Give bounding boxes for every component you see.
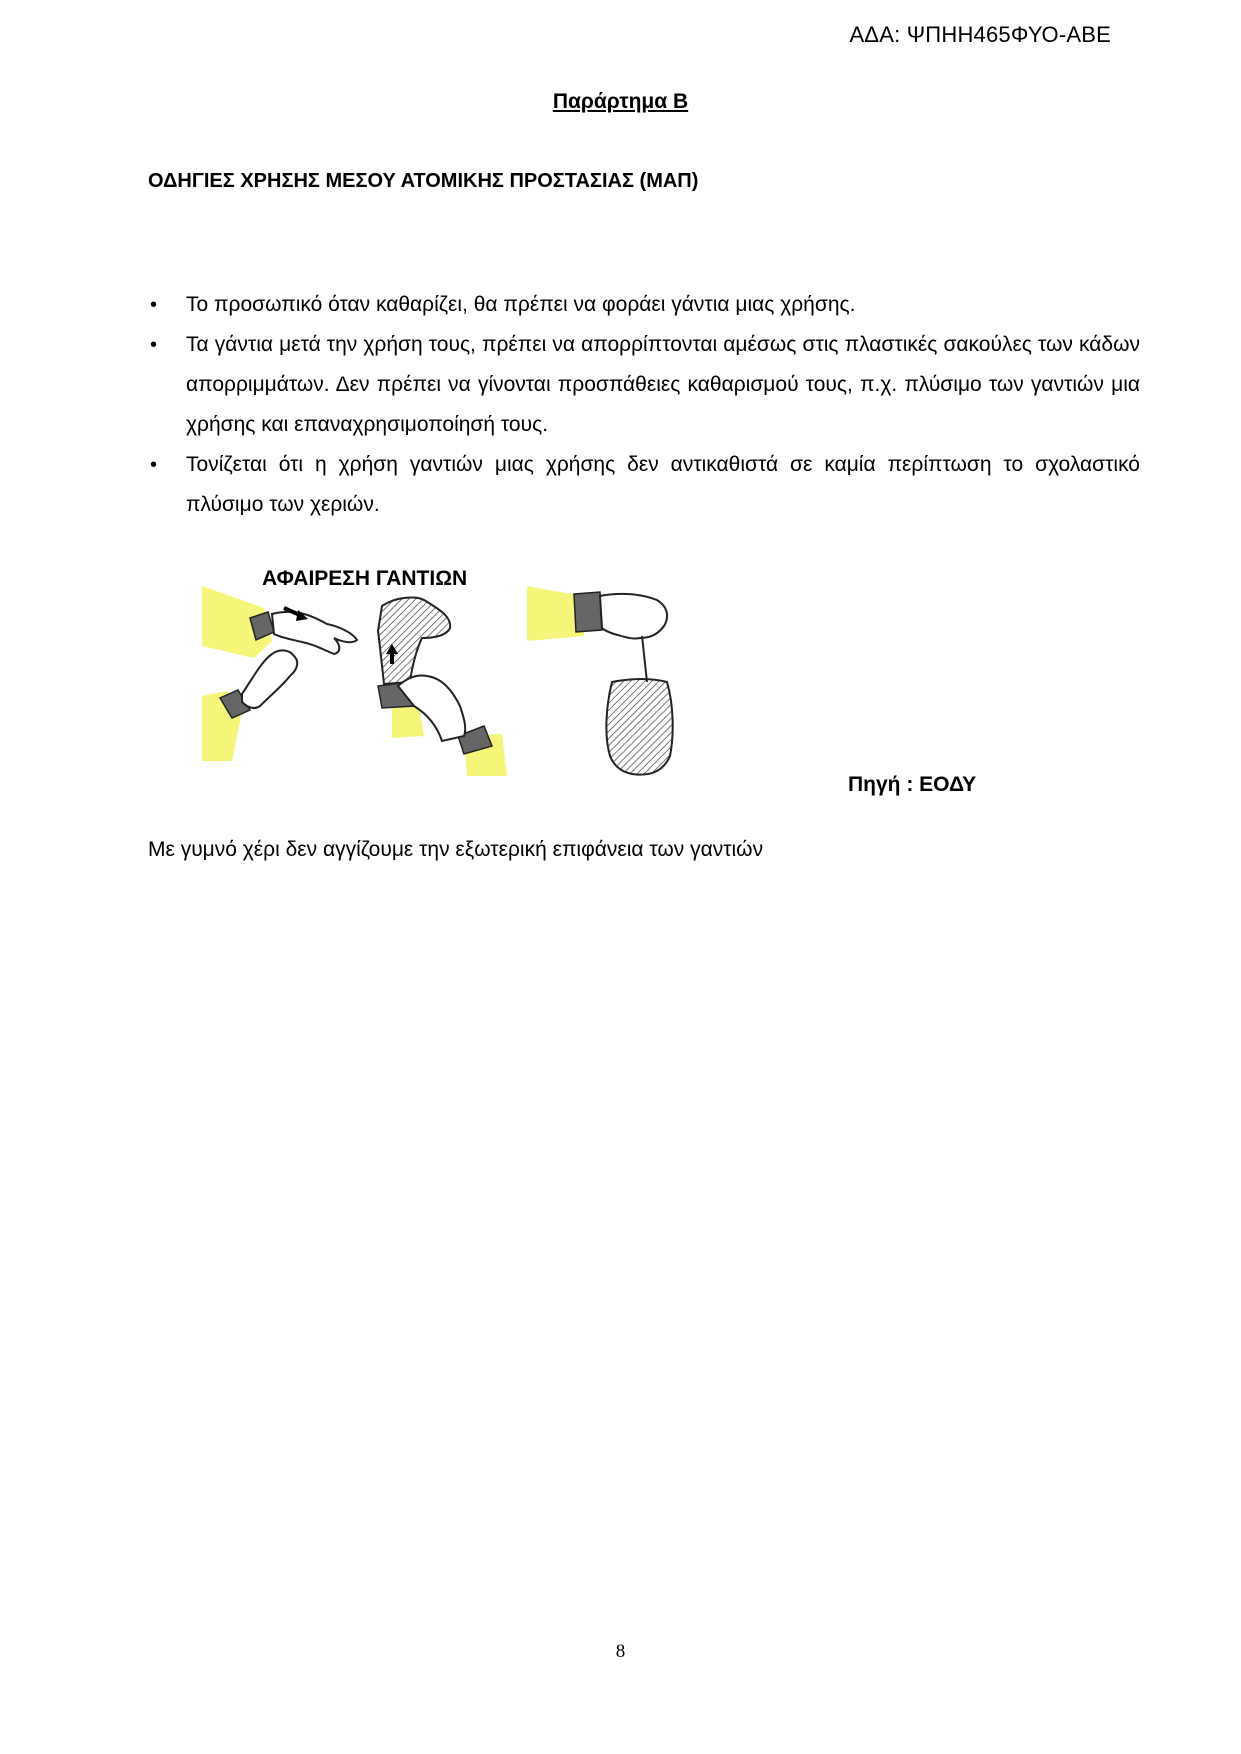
bullet-icon: • — [150, 294, 158, 316]
list-item-text: Το προσωπικό όταν καθαρίζει, θα πρέπει να φοράει γάντια μιας χρήσης. — [186, 293, 856, 316]
figure-source: Πηγή : ΕΟΔΥ — [848, 773, 977, 796]
ada-code: ΑΔΑ: ΨΠΗΗ465ΦΥΟ-ΑΒΕ — [849, 22, 1111, 47]
list-item-text: Τονίζεται ότι η χρήση γαντιών μιας χρήσης δεν αντικαθιστά σε καμία περίπτωση το σχολαστικό πλύσιμο των χεριών. — [186, 453, 1140, 516]
instruction-list — [150, 285, 1140, 525]
note-text: Με γυμνό χέρι δεν αγγίζουμε την εξωτερική επιφάνεια των γαντιών — [148, 838, 764, 861]
step-2-illustration — [378, 598, 507, 776]
annex-title: Παράρτημα Β — [552, 90, 689, 113]
bullet-icon: • — [150, 334, 158, 356]
list-item — [150, 325, 1140, 445]
section-heading: ΟΔΗΓΙΕΣ ΧΡΗΣΗΣ ΜΕΣΟΥ ΑΤΟΜΙΚΗΣ ΠΡΟΣΤΑΣΙΑΣ (ΜΑΠ) — [148, 170, 699, 192]
list-item — [150, 285, 1140, 325]
glove-removal-illustration — [202, 586, 707, 776]
list-item — [150, 445, 1140, 525]
step-1-illustration — [202, 586, 357, 761]
page-number: 8 — [615, 1641, 626, 1662]
step-3-illustration — [527, 586, 673, 775]
list-item-text: Τα γάντια μετά την χρήση τους, πρέπει να απορρίπτονται αμέσως στις πλαστικές σακούλες των κάδων απορριμμάτων. Δεν πρέπει να γίνονται προσπάθειες καθαρισμού τους, π.χ. πλύσιμο των γαντιών μια χρήσης και επαναχρησιμοποίησή τους. — [186, 333, 1140, 436]
figure-title: ΑΦΑΙΡΕΣΗ ΓΑΝΤΙΩΝ — [262, 567, 468, 590]
bullet-icon: • — [150, 454, 158, 476]
